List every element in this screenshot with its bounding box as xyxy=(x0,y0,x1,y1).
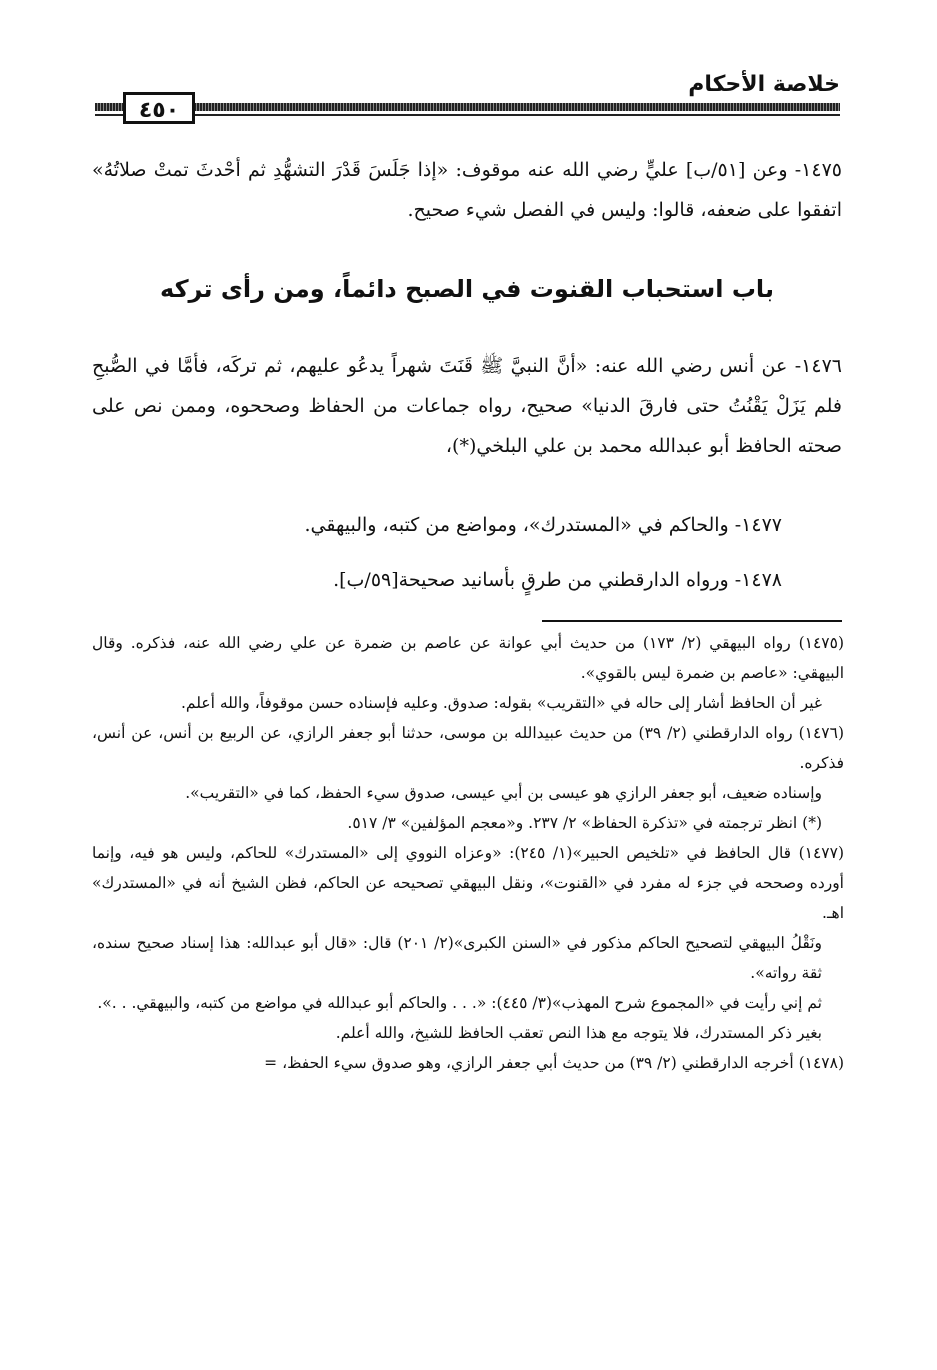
hadith-1476 xyxy=(92,346,842,466)
footnote: (١٤٧٨) أخرجه الدارقطني (٢/ ٣٩) من حديث أبي جعفر الرازي، وهو صدوق سيء الحفظ، = xyxy=(264,1054,844,1072)
book-title: خلاصة الأحكام xyxy=(688,72,840,97)
footnote-separator xyxy=(542,620,842,622)
hadith-1477 xyxy=(92,505,842,545)
chapter-title: باب استحباب القنوت في الصبح دائماً، ومن رأى تركه xyxy=(160,275,774,303)
footnotes xyxy=(92,628,844,1078)
footnote: ونَقْلُ البيهقي لتصحيح الحاكم مذكور في «السنن الكبرى»(٢/ ٢٠١) قال: «قال أبو عبدالله: هذا إسناد صحيح سنده، ثقة رواته». xyxy=(92,934,823,982)
paragraph-text: ١٤٧٦- عن أنس رضي الله عنه: «أنَّ النبيَّ ﷺ قَنَتَ شهراً يدعُو عليهم، ثم تركَه، فأمَّا في الصُّبحِ فلم يَزَلْ يَقْنُتُ حتى فارقَ الدنيا» صحيح، رواه جماعات من الحفاظ وصححوه، وممن نص على صحته الحافظ أبو عبدالله محمد بن علي البلخي(*)، xyxy=(92,355,842,457)
paragraph-text: ١٤٧٧- والحاكم في «المستدرك»، ومواضع من كتبه، والبيهقي. xyxy=(304,514,782,536)
footnote: ثم إني رأيت في «المجموع شرح المهذب»(٣/ ٤٤٥): «. . . والحاكم أبو عبدالله في مواضع من كتبه، والبيهقي. . .». xyxy=(97,994,822,1012)
footnote: (*) انظر ترجمته في «تذكرة الحفاظ» ٢/ ٢٣٧. و«معجم المؤلفين» ٣/ ٥١٧. xyxy=(347,814,822,832)
header-rule xyxy=(95,103,840,111)
footnote: (١٤٧٥) رواه البيهقي (٢/ ١٧٣) من حديث أبي عوانة عن عاصم بن ضمرة عن علي رضي الله عنه، فذكره. وقال البيهقي: «عاصم بن ضمرة ليس بالقوي». xyxy=(92,634,844,682)
paragraph-text: ١٤٧٨- ورواه الدارقطني من طرقٍ بأسانيد صحيحة[٥٩/ب]. xyxy=(333,569,782,591)
hadith-1475 xyxy=(92,150,842,230)
header-rule-thin xyxy=(95,114,840,116)
footnote: بغير ذكر المستدرك، فلا يتوجه مع هذا النص تعقب الحافظ للشيخ، والله أعلم. xyxy=(335,1024,822,1042)
footnote: غير أن الحافظ أشار إلى حاله في «التقريب» بقوله: صدوق. وعليه فإسناده حسن موقوفاً، والله أعلم. xyxy=(180,694,822,712)
footnote: (١٤٧٧) قال الحافظ في «تلخيص الحبير»(١/ ٢٤٥): «وعزاه النووي إلى «المستدرك» للحاكم، وليس هو فيه، وإنما أورده وصححه في جزء له مفرد في «القنوت»، ونقل البيهقي تصحيحه عن الحاكم، فظن الشيخ أنه في «المستدرك» اهـ. xyxy=(92,844,845,922)
page-number: ٤٥٠ xyxy=(123,92,195,124)
footnote: وإسناده ضعيف، أبو جعفر الرازي هو عيسى بن أبي عيسى، صدوق سيء الحفظ، كما في «التقريب». xyxy=(185,784,822,802)
chapter-heading-block xyxy=(92,275,842,315)
paragraph-text: ١٤٧٥- وعن [٥١/ب] عليٍّ رضي الله عنه موقوف: «إذا جَلَسَ قَدْرَ التشهُّدِ ثم أحْدثَ تمتْ صلاتُهُ» اتفقوا على ضعفه، قالوا: وليس في الفصل شيء صحيح. xyxy=(92,159,842,221)
footnote: (١٤٧٦) رواه الدارقطني (٢/ ٣٩) من حديث عبيدالله بن موسى، حدثنا أبو جعفر الرازي، عن الربيع بن أنس، عن أنس، فذكره. xyxy=(92,724,845,772)
hadith-1478 xyxy=(92,560,842,600)
page-header xyxy=(95,70,840,130)
